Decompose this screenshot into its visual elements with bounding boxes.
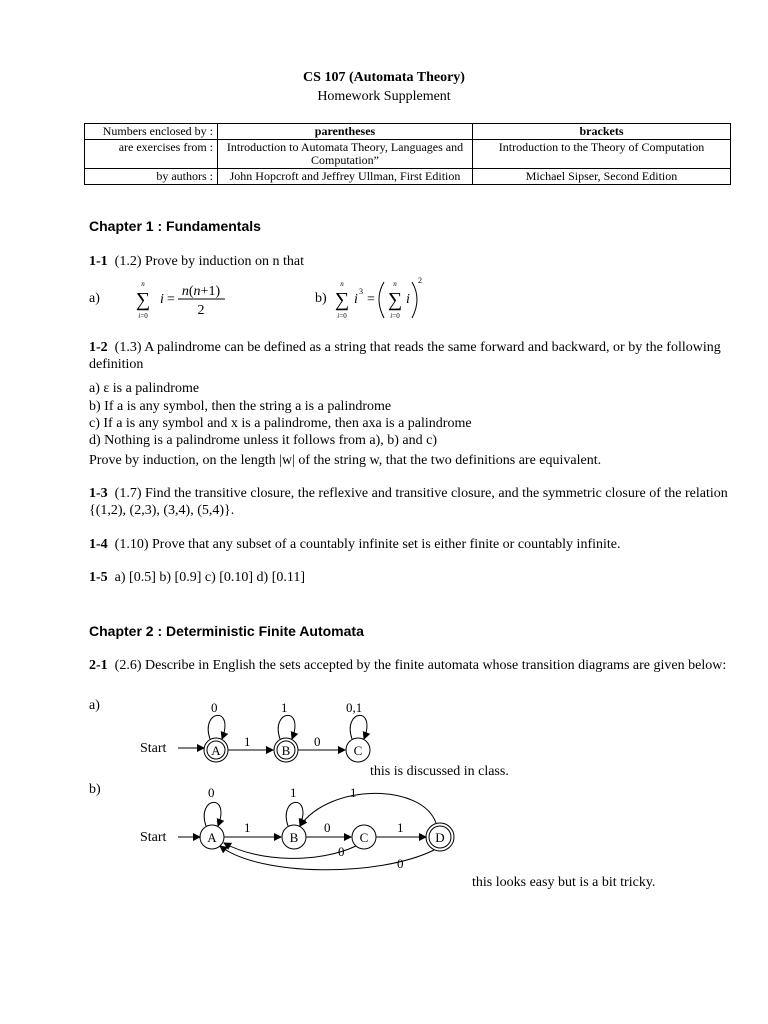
problem-number: 2-1 <box>89 658 108 673</box>
problem-number: 1-4 <box>89 537 108 552</box>
svg-text:2: 2 <box>197 303 205 318</box>
document-title: CS 107 (Automata Theory) <box>303 70 465 85</box>
svg-text:n: n <box>340 280 344 288</box>
svg-text:3: 3 <box>359 287 363 296</box>
svg-text:i=0: i=0 <box>337 312 347 320</box>
svg-text:i: i <box>160 292 164 307</box>
dfa-diagram-b <box>160 775 470 875</box>
problem-text: (2.6) Describe in English the sets accepted by the finite automata whose transition diagrams are given below: <box>114 658 727 673</box>
problem-1-3 <box>89 485 729 519</box>
state-label: B <box>281 743 291 758</box>
state-label: A <box>207 830 217 845</box>
self-loop <box>204 802 221 826</box>
problem-number: 1-5 <box>89 570 108 585</box>
sum-formula-b <box>330 274 440 324</box>
problem-text: a) [0.5] b) [0.9] c) [0.10] d) [0.11] <box>114 570 306 585</box>
edge-label: 0 <box>208 785 215 800</box>
problem-1-2 <box>89 339 729 373</box>
problem-1-4 <box>89 536 621 553</box>
list-item: c) If a is any symbol and x is a palindrome, then axa is a palindrome <box>89 416 472 431</box>
edge-label: 0 <box>211 700 218 715</box>
formula-a-label: a) <box>89 291 100 306</box>
svg-text:i: i <box>406 292 410 307</box>
table-cell: Introduction to the Theory of Computation <box>473 140 731 169</box>
table-cell: Numbers enclosed by : <box>85 124 218 140</box>
state-label: C <box>353 743 363 758</box>
problem-number: 1-1 <box>89 254 108 269</box>
dfa-diagram-a <box>160 690 400 770</box>
self-loop <box>286 802 303 826</box>
diagram-a-note: this is discussed in class. <box>370 764 509 779</box>
table-row <box>85 124 731 140</box>
problem-1-2-tail: Prove by induction, on the length |w| of the string w, that the two definitions are equivalent. <box>89 453 602 468</box>
problem-1-1 <box>89 253 304 270</box>
state-label: D <box>435 830 445 845</box>
edge-label: 0 <box>397 856 404 871</box>
document-subtitle: Homework Supplement <box>317 89 451 104</box>
svg-text:i=0: i=0 <box>390 312 400 320</box>
sum-formula-a <box>130 276 240 324</box>
self-loop <box>208 715 225 739</box>
table-cell: brackets <box>473 124 731 140</box>
list-item: d) Nothing is a palindrome unless it follows from a), b) and c) <box>89 433 437 448</box>
state-label: B <box>289 830 299 845</box>
edge-label: 1 <box>244 734 251 749</box>
diagram-a-label: a) <box>89 698 100 713</box>
self-loop <box>350 715 367 739</box>
problem-2-1 <box>89 657 729 674</box>
table-cell: Michael Sipser, Second Edition <box>473 169 731 185</box>
problem-text: (1.10) Prove that any subset of a countably infinite set is either finite or countably infinite. <box>114 537 621 552</box>
start-label: Start <box>140 830 167 845</box>
formula-b-label: b) <box>315 291 327 306</box>
table-cell: are exercises from : <box>85 140 218 169</box>
svg-text:2: 2 <box>418 276 422 285</box>
list-item: a) ε is a palindrome <box>89 381 200 396</box>
edge-label: 0 <box>324 820 331 835</box>
edge-label: 0,1 <box>346 700 363 715</box>
table-cell: John Hopcroft and Jeffrey Ullman, First Edition <box>218 169 473 185</box>
source-legend-table <box>84 123 731 185</box>
state-label: C <box>359 830 369 845</box>
start-label: Start <box>140 741 167 756</box>
table-row <box>85 140 731 169</box>
edge-label: 0 <box>338 844 345 859</box>
edge-label: 0 <box>314 734 321 749</box>
table-row <box>85 169 731 185</box>
svg-text:=: = <box>367 292 375 307</box>
table-cell: by authors : <box>85 169 218 185</box>
state-label: A <box>211 743 221 758</box>
svg-text:∑: ∑ <box>387 289 403 311</box>
transition-edge <box>224 843 356 858</box>
problem-1-5 <box>89 569 305 586</box>
problem-text: (1.3) A palindrome can be defined as a string that reads the same forward and backward, or by the following definition <box>89 340 721 372</box>
svg-text:n(n+1): n(n+1) <box>181 284 221 299</box>
svg-text:n: n <box>141 280 145 288</box>
problem-number: 1-3 <box>89 486 108 501</box>
svg-text:∑: ∑ <box>334 289 350 311</box>
list-item: b) If a is any symbol, then the string a is a palindrome <box>89 399 392 414</box>
edge-label: 1 <box>281 700 288 715</box>
problem-number: 1-2 <box>89 340 108 355</box>
svg-text:i=0: i=0 <box>138 312 148 320</box>
svg-text:i: i <box>354 292 358 307</box>
transition-edge <box>300 793 436 826</box>
chapter-2-heading: Chapter 2 : Deterministic Finite Automata <box>89 623 364 639</box>
edge-label: 1 <box>290 785 297 800</box>
problem-text: (1.7) Find the transitive closure, the reflexive and transitive closure, and the symmetric closure of the relation {(1,2), (2,3), (3,4), (5,4)}. <box>89 486 728 518</box>
self-loop <box>278 715 295 739</box>
edge-label: 1 <box>350 785 357 800</box>
edge-label: 1 <box>397 820 404 835</box>
diagram-b-note: this looks easy but is a bit tricky. <box>472 875 656 890</box>
svg-text:∑: ∑ <box>135 289 151 311</box>
chapter-1-heading: Chapter 1 : Fundamentals <box>89 218 261 234</box>
edge-label: 1 <box>244 820 251 835</box>
svg-text:n: n <box>393 280 397 288</box>
table-cell: Introduction to Automata Theory, Languages and Computation” <box>218 140 473 169</box>
svg-text:=: = <box>167 292 175 307</box>
problem-text: (1.2) Prove by induction on n that <box>114 254 305 269</box>
table-cell: parentheses <box>218 124 473 140</box>
diagram-b-label: b) <box>89 782 101 797</box>
